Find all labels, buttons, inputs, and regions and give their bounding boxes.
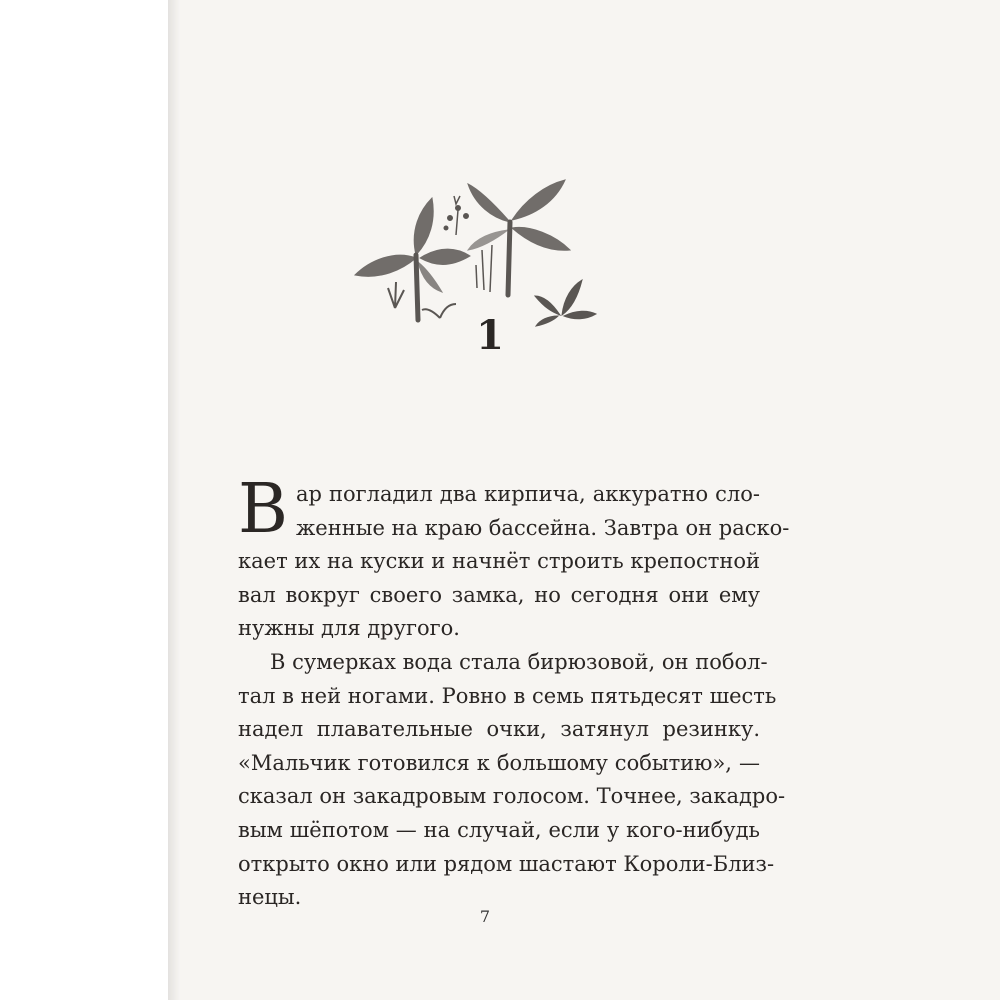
page-spine-shadow <box>168 0 180 1000</box>
chapter-number: 1 <box>476 312 504 359</box>
text-line: вал вокруг своего замка, но сегодня они ему <box>238 582 760 607</box>
text-line: кает их на куски и начнёт строить крепостной <box>238 549 760 574</box>
text-line: надел плавательные очки, затянул резинку. <box>238 717 760 742</box>
text-line: сказал он закадровым голосом. Точнее, закадро- <box>238 784 786 809</box>
text-line: ар погладил два кирпича, аккуратно сло- <box>295 482 760 506</box>
paragraph-2 <box>238 646 786 915</box>
text-line: нужны для другого. <box>238 616 460 641</box>
text-line: женные на краю бассейна. Завтра он раско- <box>295 515 790 540</box>
text-line: открыто окно или рядом шастают Короли-Близ- <box>238 851 775 876</box>
page-number: 7 <box>479 907 491 926</box>
text-line: В сумерках вода стала бирюзовой, он побол- <box>270 649 768 674</box>
chapter-text <box>238 470 790 915</box>
text-line: тал в ней ногами. Ровно в семь пятьдесят шесть <box>238 683 777 708</box>
text-line: «Мальчик готовился к большому событию», — <box>238 750 760 775</box>
paragraph-1 <box>238 470 790 646</box>
text-line: вым шёпотом — на случай, если у кого-нибудь <box>238 817 760 842</box>
text-line: нецы. <box>238 885 302 910</box>
drop-cap: В <box>238 470 288 549</box>
plants-icon <box>350 170 600 330</box>
